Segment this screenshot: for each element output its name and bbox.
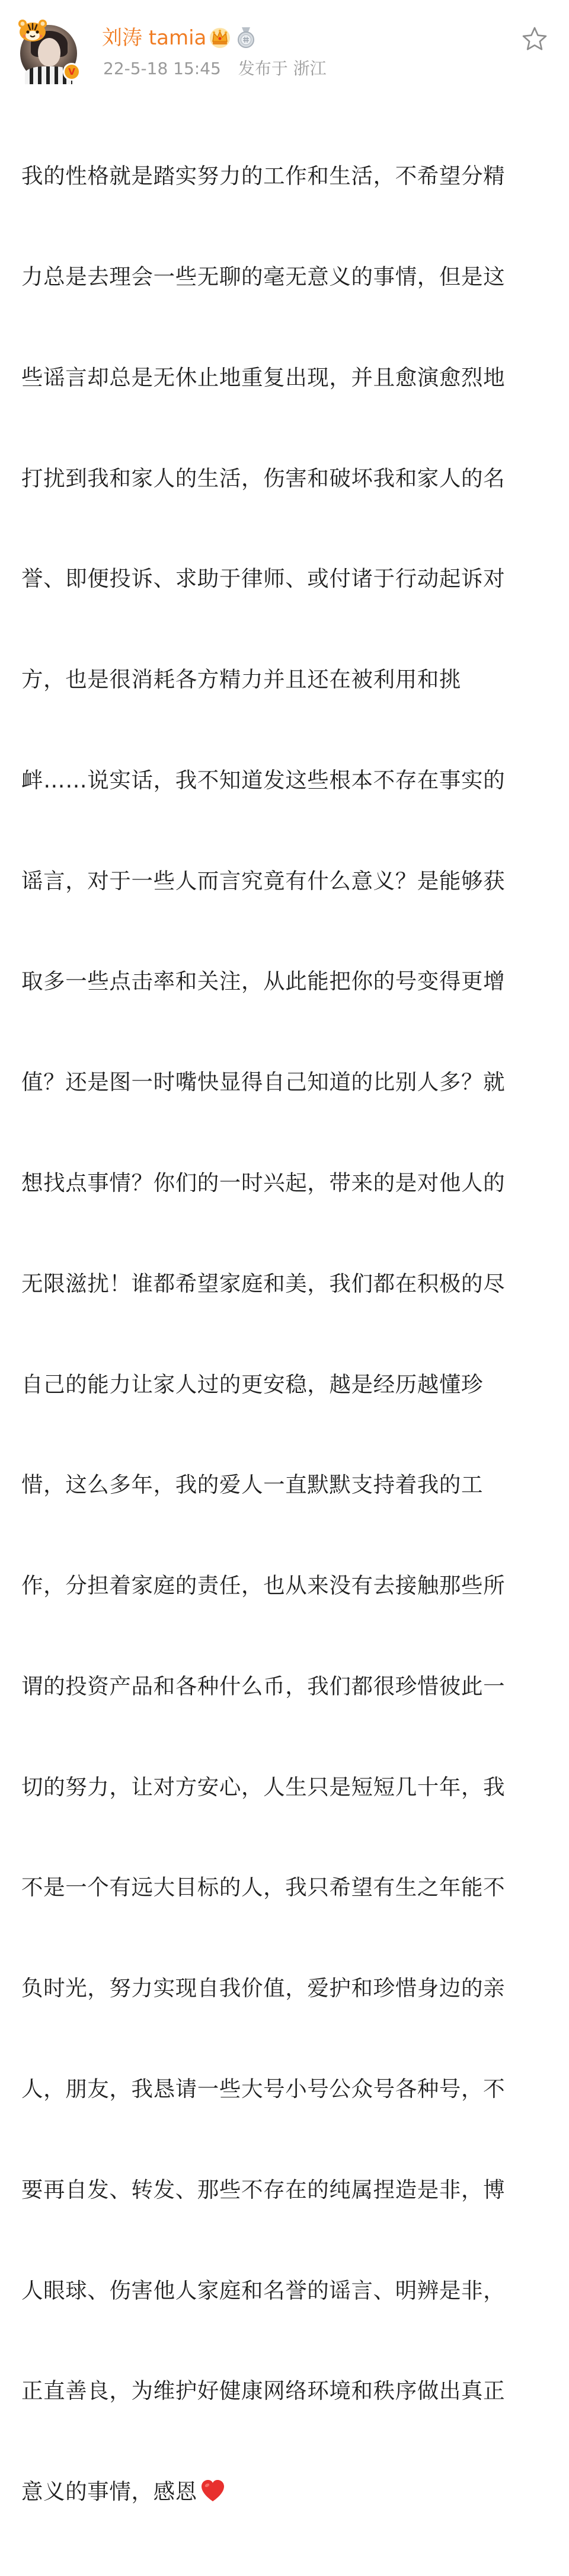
post-body-line: 人，朋友，我恳请一些大号小号公众号各种号，不 [21,2076,506,2102]
post-body-line: 誉、即便投诉、求助于律师、或付诸于行动起诉对 [21,566,506,592]
post-body-line: 要再自发、转发、那些不存在的纯属捏造是非，博 [21,2176,506,2202]
medal-icon[interactable] [236,26,256,49]
post-body-line: 作，分担着家庭的责任，也从来没有去接触那些所 [21,1573,506,1599]
post-body-line: 不是一个有远大目标的人，我只希望有生之年能不 [21,1874,506,1901]
post-body-last-line [21,2475,548,2509]
post-body-line: 打扰到我和家人的生活，伤害和破坏我和家人的名 [21,465,506,491]
avatar-container[interactable] [17,18,83,84]
post-body-line: 取多一些点击率和关注，从此能把你的号变得更增 [21,968,506,994]
post-body-line: 负时光，努力实现自我价值，爱护和珍惜身边的亲 [21,1975,506,2001]
post-timestamp: 22-5-18 15:45 [103,59,221,78]
post-body-line-text: 意义的事情，感恩 [21,2479,197,2505]
post-body-line: 人眼球、伤害他人家庭和名誉的谣言、明辨是非， [21,2277,506,2303]
tiger-sticker-icon [17,18,49,43]
post-body-line: 自己的能力让家人过的更安稳，越是经历越懂珍 [21,1371,484,1397]
post-body-line: 些谣言却总是无休止地重复出现，并且愈演愈烈地 [21,364,506,390]
post-body-line: 谓的投资产品和各种什么币，我们都很珍惜彼此一 [21,1673,506,1699]
post-body-line: 惜，这么多年，我的爱人一直默默支持着我的工 [21,1472,484,1498]
post-body-line: 衅……说实话，我不知道发这些根本不存在事实的 [21,767,506,793]
post-body-line: 无限滋扰！谁都希望家庭和美，我们都在积极的尽 [21,1270,506,1296]
post-body-line: 力总是去理会一些无聊的毫无意义的事情，但是这 [21,263,506,289]
post-body-line: 方，也是很消耗各方精力并且还在被利用和挑 [21,667,461,693]
crown-icon[interactable] [208,26,232,49]
post-body [21,93,548,2576]
post-body-line: 想找点事情？你们的一时兴起，带来的是对他人的 [21,1170,506,1195]
star-icon[interactable] [520,25,549,53]
red-heart-icon [200,2479,226,2502]
post-body-line: 正直善良，为维护好健康网络环境和秩序做出真正 [21,2378,506,2404]
post-location: 发布于 浙江 [238,59,327,78]
verified-v-icon: V [63,63,81,81]
post-body-line: 我的性格就是踏实努力的工作和生活，不希望分精 [21,163,506,189]
post-body-line: 切的努力，让对方安心，人生只是短短几十年，我 [21,1774,506,1800]
post-meta [103,56,327,82]
post-body-line: 值？还是图一时嘴快显得自己知道的比别人多？就 [21,1069,506,1095]
post-header [0,0,569,89]
post-body-line: 谣言，对于一些人而言究竟有什么意义？是能够获 [21,868,506,894]
username[interactable]: 刘涛 tamia [102,26,207,50]
